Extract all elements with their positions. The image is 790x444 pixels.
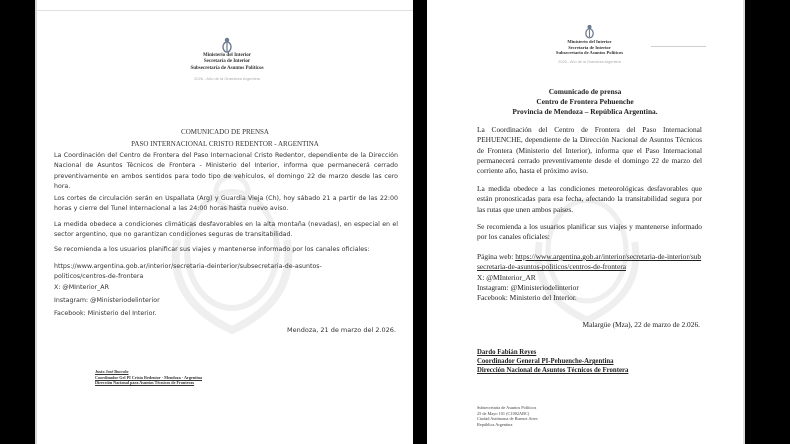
right-press-release-page: [427, 0, 745, 444]
ministry-header: [177, 37, 277, 81]
heading-press-release: Comunicado de prensa: [548, 87, 622, 96]
signer-title: Coordinador Grl PI Cristo Redentor - Mendoza - Argentina: [95, 374, 203, 380]
signature-block: [477, 348, 628, 375]
address-line-street: 25 de Mayo 101 (C1002ABC): [477, 410, 530, 416]
paragraph-closure: La Coordinación del Centro de Frontera del Paso Internacional PEHUENCHE, dependiente de la Dirección Nacional de Asuntos Técnicos de Frontera (Ministerio del Interior), informa que el Paso Internacional permanecerá cerrado preventivamente desde el domingo 22 de marzo del corriente año, hasta el próximo aviso.: [477, 125, 702, 176]
press-release-title: COMUNICADO DE PRENSA: [181, 128, 269, 136]
year-motto: 2026 - Año de la Grandeza Argentina: [558, 60, 621, 65]
paragraph-closure: La Coordinación del Centro de Frontera del Paso Internacional Cristo Redentor, dependiente de la Dirección Nacional de Asuntos Técnicos de Frontera - Ministerio del Interior, informa que permanecerá cerrado preventivamente en ambos sentidos para todo tipo de vehículos, el domingo 22 de marzo desde las cero hora.: [54, 152, 398, 190]
official-channels-block: [54, 262, 324, 283]
ministry-header: [537, 24, 642, 64]
signer-title: Coordinador General PI-Pehuenche-Argentina: [477, 358, 614, 365]
header-divider: [651, 46, 706, 47]
signer-name: Justo José Buccolo: [95, 369, 129, 374]
x-handle: X: @MInterior_AR: [477, 273, 536, 282]
heading-province: Provincia de Mendoza – República Argentina.: [512, 107, 658, 116]
argentina-coat-of-arms-icon: [221, 37, 233, 53]
heading-border-center: Centro de Frontera Pehuenche: [536, 97, 634, 106]
left-press-release-page: [35, 0, 413, 444]
official-website-link[interactable]: https://www.argentina.gob.ar/interior/secretaria-de-interior/subsecretaria-de-asuntos-politicos/centros-de-frontera: [477, 252, 702, 272]
org-line-ministry: Ministerio del Interior: [202, 53, 252, 58]
signer-department: Dirección Nacional de Asuntos Técnicos de Frontera: [477, 367, 629, 374]
address-line-office: Subsecretaría de Asuntos Políticos: [477, 405, 537, 410]
paragraph-traffic-cuts: Los cortes de circulación serán en Uspallata (Arg) y Guardia Vieja (Ch), hoy sábado 21 a partir de las 22:00 horas y cierre del Tunel Internacional a las 24:00 horas hasta nuevo aviso.: [54, 195, 398, 213]
year-motto: 2026 - Año de la Grandeza Argentina: [194, 75, 260, 81]
place-date: Malargüe (Mza), 22 de marzo de 2.026.: [582, 320, 700, 329]
paragraph-weather: La medida obedece a las condiciones meteorológicas desfavorables que están pronosticadas para esa fecha, afectando la transitabilidad segura por las rutas que unen ambos países.: [477, 184, 702, 214]
address-line-country: República Argentina: [477, 421, 513, 427]
paragraph-recommendation: Se recomienda a los usuarios planificar sus viajes y mantenerse informado por los canales oficiales:: [54, 246, 370, 253]
address-line-city: Ciudad Autónoma de Buenos Aires: [477, 416, 538, 421]
org-line-subsecretariat: Subsecretaría de Asuntos Políticos: [190, 65, 264, 71]
official-website-link[interactable]: https://www.argentina.gob.ar/interior/secretaria-deinterior/subsecretaria-de-asuntos-politicos/centros-de-frontera: [54, 263, 322, 281]
signer-department: Dirección Nacional para Asuntos Técnicos de Fronteras: [95, 380, 195, 385]
facebook-handle: Facebook: Ministerio del Interior.: [477, 293, 577, 302]
org-line-subsecretariat: Subsecretaría de Asuntos Políticos: [555, 50, 624, 56]
instagram-handle: Instagram: @Ministeriodelinterior: [54, 297, 160, 304]
facebook-handle: Facebook: Ministerio del Interior.: [54, 310, 157, 317]
place-date: Mendoza, 21 de marzo del 2.026.: [287, 326, 396, 334]
official-website-line: [477, 252, 702, 273]
page-top-divider: [37, 10, 413, 11]
instagram-handle: Instagram: @Ministeriodelinterior: [477, 283, 579, 292]
org-line-secretariat: Secretaría de Interior: [203, 59, 251, 65]
address-block: [477, 405, 538, 427]
x-handle: X: @MInterior_AR: [54, 284, 109, 291]
signer-name: Dardo Fabián Reyes: [477, 349, 537, 356]
argentina-coat-of-arms-icon: [584, 24, 595, 39]
web-label: Página web:: [477, 252, 516, 261]
org-line-secretariat: Secretaría de Interior: [568, 44, 611, 50]
paragraph-recommendation: Se recomienda a los usuarios planificar sus viajes y mantenerse informado por los canales oficiales:: [477, 222, 702, 242]
org-line-ministry: Ministerio del Interior: [567, 39, 612, 44]
press-release-subtitle: PASO INTERNACIONAL CRISTO REDENTOR - ARGENTINA: [131, 140, 319, 148]
paragraph-weather: La medida obedece a condiciones climáticas desfavorables en la alta montaña (nevadas), en especial en el sector argentino, que no garantizan condiciones seguras de transitabilidad.: [54, 221, 398, 239]
signature-block: [95, 369, 202, 386]
